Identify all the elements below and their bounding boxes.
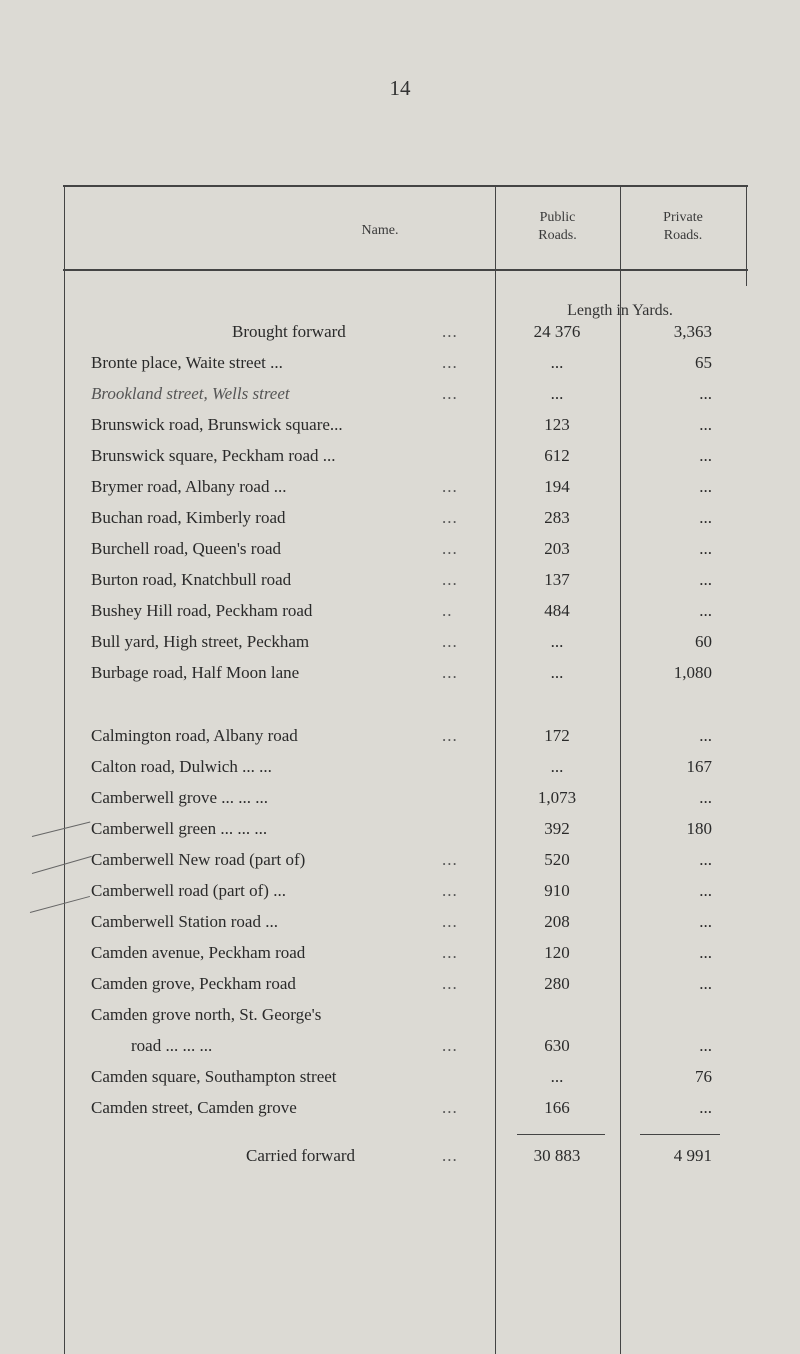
row-name: Brymer road, Albany road ... <box>91 477 287 496</box>
table-row <box>0 755 800 785</box>
row-leader: ... <box>442 384 458 403</box>
table-row <box>0 568 800 598</box>
row-public: 283 <box>544 508 570 527</box>
table-row <box>0 475 800 505</box>
table-row <box>0 351 800 381</box>
table-row-carried-forward <box>0 1144 800 1174</box>
row-leader: ... <box>442 912 458 931</box>
row-name: Camden grove north, St. George's <box>91 1005 322 1024</box>
row-public: 520 <box>544 850 570 869</box>
row-public: ... <box>550 353 564 372</box>
length-in-yards-caption: Length in Yards. <box>567 302 673 319</box>
row-public: 120 <box>544 943 570 962</box>
row-private: ... <box>699 943 712 962</box>
table-row <box>0 537 800 567</box>
row-name: Burton road, Knatchbull road <box>91 570 292 589</box>
row-public: 172 <box>544 726 570 745</box>
row-name: Carried forward <box>246 1146 356 1165</box>
row-leader: .. <box>442 601 453 620</box>
row-leader: ... <box>442 663 458 682</box>
table-row <box>0 817 800 847</box>
row-private: ... <box>699 1098 712 1117</box>
row-leader: ... <box>442 974 458 993</box>
row-private: 4 991 <box>673 1146 712 1165</box>
row-leader: ... <box>442 632 458 651</box>
row-leader: ... <box>442 943 458 962</box>
row-name: Camden grove, Peckham road <box>91 974 296 993</box>
row-public: ... <box>550 632 564 651</box>
public-roads-header: Public Roads. <box>538 210 577 243</box>
table-row <box>0 972 800 1002</box>
row-public: 30 883 <box>533 1146 581 1165</box>
row-private: ... <box>699 384 712 403</box>
name-column-header: Name. <box>361 223 399 238</box>
row-name: Buchan road, Kimberly road <box>91 508 286 527</box>
row-leader: ... <box>442 322 458 341</box>
row-name: Calmington road, Albany road <box>91 726 298 745</box>
row-public: ... <box>550 757 564 776</box>
row-name: Camberwell grove ... ... ... <box>91 788 269 807</box>
row-public: 208 <box>544 912 570 931</box>
row-name: Burbage road, Half Moon lane <box>91 663 300 682</box>
row-leader: ... <box>442 1036 458 1055</box>
row-name: Bronte place, Waite street ... <box>91 353 283 372</box>
row-private: 167 <box>686 757 712 776</box>
row-name: Camberwell road (part of) ... <box>91 881 286 900</box>
row-public: 137 <box>544 570 570 589</box>
row-name: Brunswick road, Brunswick square... <box>91 415 343 434</box>
row-private: ... <box>699 1036 712 1055</box>
row-name: Calton road, Dulwich ... ... <box>91 757 272 776</box>
row-private: ... <box>699 912 712 931</box>
totals-rule-private <box>640 1134 720 1135</box>
row-private: ... <box>699 570 712 589</box>
page-number: 14 <box>389 76 411 100</box>
row-name: Burchell road, Queen's road <box>91 539 281 558</box>
row-private: 65 <box>695 353 712 372</box>
row-public: 1,073 <box>537 788 577 807</box>
row-public: 166 <box>544 1098 570 1117</box>
row-private: ... <box>699 508 712 527</box>
row-private: ... <box>699 850 712 869</box>
row-leader: ... <box>442 353 458 372</box>
row-name: Bull yard, High street, Peckham <box>91 632 310 651</box>
row-public: 392 <box>544 819 570 838</box>
table-row <box>0 1003 800 1033</box>
row-private: 3,363 <box>673 322 712 341</box>
row-leader: ... <box>442 570 458 589</box>
row-public: 24 376 <box>533 322 581 341</box>
table-row <box>0 848 800 878</box>
table-row <box>0 910 800 940</box>
table-row <box>0 599 800 629</box>
row-leader: ... <box>442 1146 458 1165</box>
row-name: Brookland street, Wells street <box>91 384 290 403</box>
row-public: 123 <box>544 415 570 434</box>
row-public: 910 <box>544 881 570 900</box>
row-private: ... <box>699 539 712 558</box>
row-name: Brunswick square, Peckham road ... <box>91 446 336 465</box>
row-private: ... <box>699 726 712 745</box>
table-row <box>0 506 800 536</box>
row-leader: ... <box>442 1098 458 1117</box>
private-roads-header: Private Roads. <box>663 210 703 243</box>
row-name: road ... ... ... <box>131 1036 213 1055</box>
row-private: 1,080 <box>673 663 712 682</box>
row-name: Brought forward <box>232 322 346 341</box>
row-public: 612 <box>544 446 570 465</box>
totals-rule-public <box>517 1134 605 1135</box>
row-private: ... <box>699 477 712 496</box>
header-bottom-rule <box>63 269 748 271</box>
row-leader: ... <box>442 726 458 745</box>
row-private: ... <box>699 446 712 465</box>
table-row <box>0 413 800 443</box>
row-public: 484 <box>544 601 570 620</box>
row-private: ... <box>699 415 712 434</box>
row-name: Camberwell green ... ... ... <box>91 819 268 838</box>
table-row <box>0 661 800 691</box>
row-private: ... <box>699 881 712 900</box>
table-row <box>0 941 800 971</box>
row-public: ... <box>550 663 564 682</box>
row-name: Bushey Hill road, Peckham road <box>91 601 313 620</box>
table-row <box>0 630 800 660</box>
table-row <box>0 1065 800 1095</box>
table-right-border <box>746 186 747 286</box>
row-leader: ... <box>442 508 458 527</box>
table-row <box>0 724 800 754</box>
table-row <box>0 444 800 474</box>
table-row <box>0 786 800 816</box>
row-name: Camden square, Southampton street <box>91 1067 337 1086</box>
row-leader: ... <box>442 881 458 900</box>
table-row <box>0 879 800 909</box>
row-name: Camberwell New road (part of) <box>91 850 306 869</box>
table-row <box>0 382 800 412</box>
row-public: 630 <box>544 1036 570 1055</box>
row-public: 194 <box>544 477 570 496</box>
row-private: 180 <box>686 819 712 838</box>
row-public: 203 <box>544 539 570 558</box>
row-name: Camberwell Station road ... <box>91 912 278 931</box>
row-leader: ... <box>442 850 458 869</box>
table-row <box>0 1096 800 1126</box>
row-public: 280 <box>544 974 570 993</box>
row-private: ... <box>699 974 712 993</box>
row-private: ... <box>699 788 712 807</box>
table-row <box>0 1034 800 1064</box>
row-private: 60 <box>695 632 712 651</box>
table-row-brought-forward <box>0 320 800 350</box>
table-top-rule <box>63 185 748 187</box>
row-leader: ... <box>442 477 458 496</box>
row-name: Camden street, Camden grove <box>91 1098 297 1117</box>
row-public: ... <box>550 384 564 403</box>
row-leader: ... <box>442 539 458 558</box>
row-private: 76 <box>695 1067 712 1086</box>
row-public: ... <box>550 1067 564 1086</box>
row-private: ... <box>699 601 712 620</box>
row-name: Camden avenue, Peckham road <box>91 943 306 962</box>
